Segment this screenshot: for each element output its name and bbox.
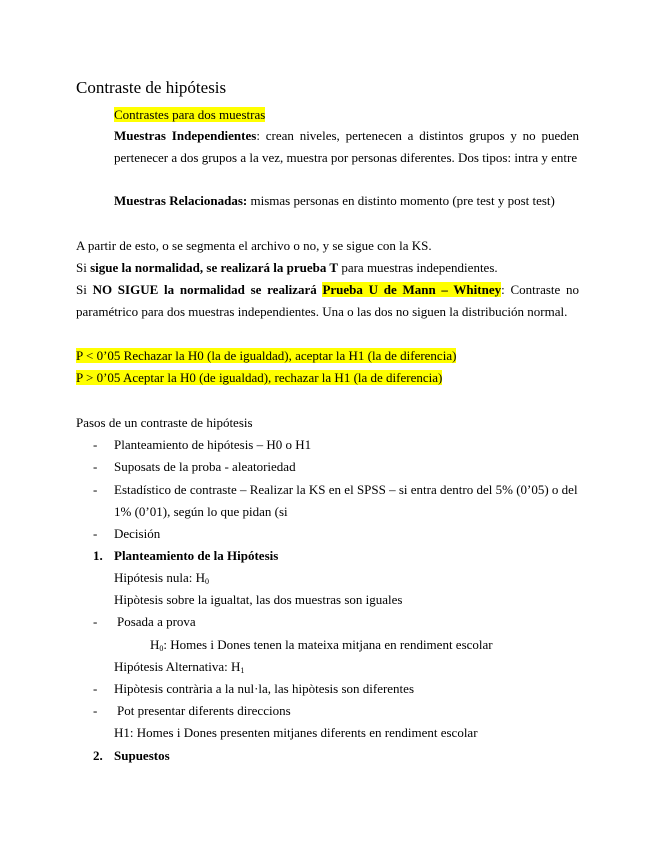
steps-intro: Pasos de un contraste de hipótesis xyxy=(76,415,253,430)
number-2: 2. xyxy=(93,748,103,763)
paragraph-line2-bold: sigue la normalidad, se realizará la prueba T xyxy=(90,260,339,275)
list-bullet: - xyxy=(93,703,98,718)
paragraph-line3-d: : Contraste no xyxy=(501,282,580,297)
independent-samples-line2: pertenecer a dos grupos a la vez, muestra por personas diferentes. Dos tipos: intra y entre xyxy=(114,150,578,165)
number-1: 1. xyxy=(93,548,103,563)
h0-statement xyxy=(150,636,493,654)
paragraph-line1: A partir de esto, o se segmenta el archivo o no, y se sigue con la KS. xyxy=(76,238,432,253)
alt-hypothesis-label: Hipótesis Alternativa: H xyxy=(114,659,241,674)
numbered-heading-1-text: Planteamiento de la Hipótesis xyxy=(114,548,279,563)
null-hypothesis-desc: Hipòtesis sobre la igualtat, las dos muestras son iguales xyxy=(114,592,403,607)
list-item-text: Hipòtesis contrària a la nul·la, las hipòtesis son diferentes xyxy=(114,681,415,696)
list-bullet: - xyxy=(93,482,98,497)
independent-samples-line1 xyxy=(114,127,579,145)
list-item-text: Estadístico de contraste – Realizar la KS en el SPSS – si entra dentro del 5% (0’05) o del xyxy=(114,482,578,497)
rule-accept-h0 xyxy=(76,369,442,387)
rule-accept-h0-text: P > 0’05 Aceptar la H0 (de igualdad), rechazar la H1 (la de diferencia) xyxy=(76,370,443,385)
list-item-text: Decisión xyxy=(114,526,161,541)
h0-sub: 0 xyxy=(159,644,164,653)
list-bullet: - xyxy=(93,614,98,629)
numbered-heading-2-text: Supuestos xyxy=(114,748,170,763)
independent-samples-desc: : crean niveles, pertenecen a distintos grupos y no pueden xyxy=(256,128,579,143)
null-hypothesis-line xyxy=(114,569,209,587)
list-bullet: - xyxy=(93,459,98,474)
alt-hypothesis-sub: 1 xyxy=(240,666,245,675)
mann-whitney-highlight: Prueba U de Mann – Whitney xyxy=(322,282,502,297)
null-hypothesis-label: Hipótesis nula: H xyxy=(114,570,205,585)
list-item-text: Suposats de la proba - aleatoriedad xyxy=(114,459,296,474)
h1-statement: H1: Homes i Dones presenten mitjanes diferents en rendiment escolar xyxy=(114,725,478,740)
paragraph-line3-bold: NO SIGUE la normalidad se realizará xyxy=(92,282,317,297)
paragraph-line2-a: Si xyxy=(76,260,91,275)
list-item-text: Pot presentar diferents direccions xyxy=(117,703,291,718)
paragraph-line3 xyxy=(76,281,579,299)
h0-letter: H xyxy=(150,637,160,652)
paragraph-line2 xyxy=(76,259,498,277)
h0-statement-text: : Homes i Dones tenen la mateixa mitjana en rendiment escolar xyxy=(163,637,493,652)
list-bullet: - xyxy=(93,526,98,541)
paragraph-line3-a: Si xyxy=(76,282,93,297)
section-heading-text: Contrastes para dos muestras xyxy=(114,107,266,122)
paragraph-line4: paramétrico para dos muestras independientes. Una o las dos no siguen la distribución normal. xyxy=(76,304,568,319)
list-bullet: - xyxy=(93,681,98,696)
related-samples-label: Muestras Relacionadas: xyxy=(114,193,248,208)
rule-reject-h0 xyxy=(76,347,456,365)
alt-hypothesis-line xyxy=(114,658,244,676)
null-hypothesis-sub: 0 xyxy=(205,577,209,586)
list-item-text: Posada a prova xyxy=(117,614,196,629)
list-item-continuation: 1% (0’01), según lo que pidan (si xyxy=(114,504,288,519)
related-samples-desc: mismas personas en distinto momento (pre test y post test) xyxy=(247,193,555,208)
paragraph-line2-c: para muestras independientes. xyxy=(338,260,498,275)
list-bullet: - xyxy=(93,437,98,452)
list-item-text: Planteamiento de hipótesis – H0 o H1 xyxy=(114,437,312,452)
rule-reject-h0-text: P < 0’05 Rechazar la H0 (la de igualdad), aceptar la H1 (la de diferencia) xyxy=(76,348,457,363)
related-samples-line xyxy=(114,192,555,210)
page-title: Contraste de hipótesis xyxy=(76,78,227,97)
independent-samples-label: Muestras Independientes xyxy=(114,128,257,143)
section-heading xyxy=(114,106,265,124)
